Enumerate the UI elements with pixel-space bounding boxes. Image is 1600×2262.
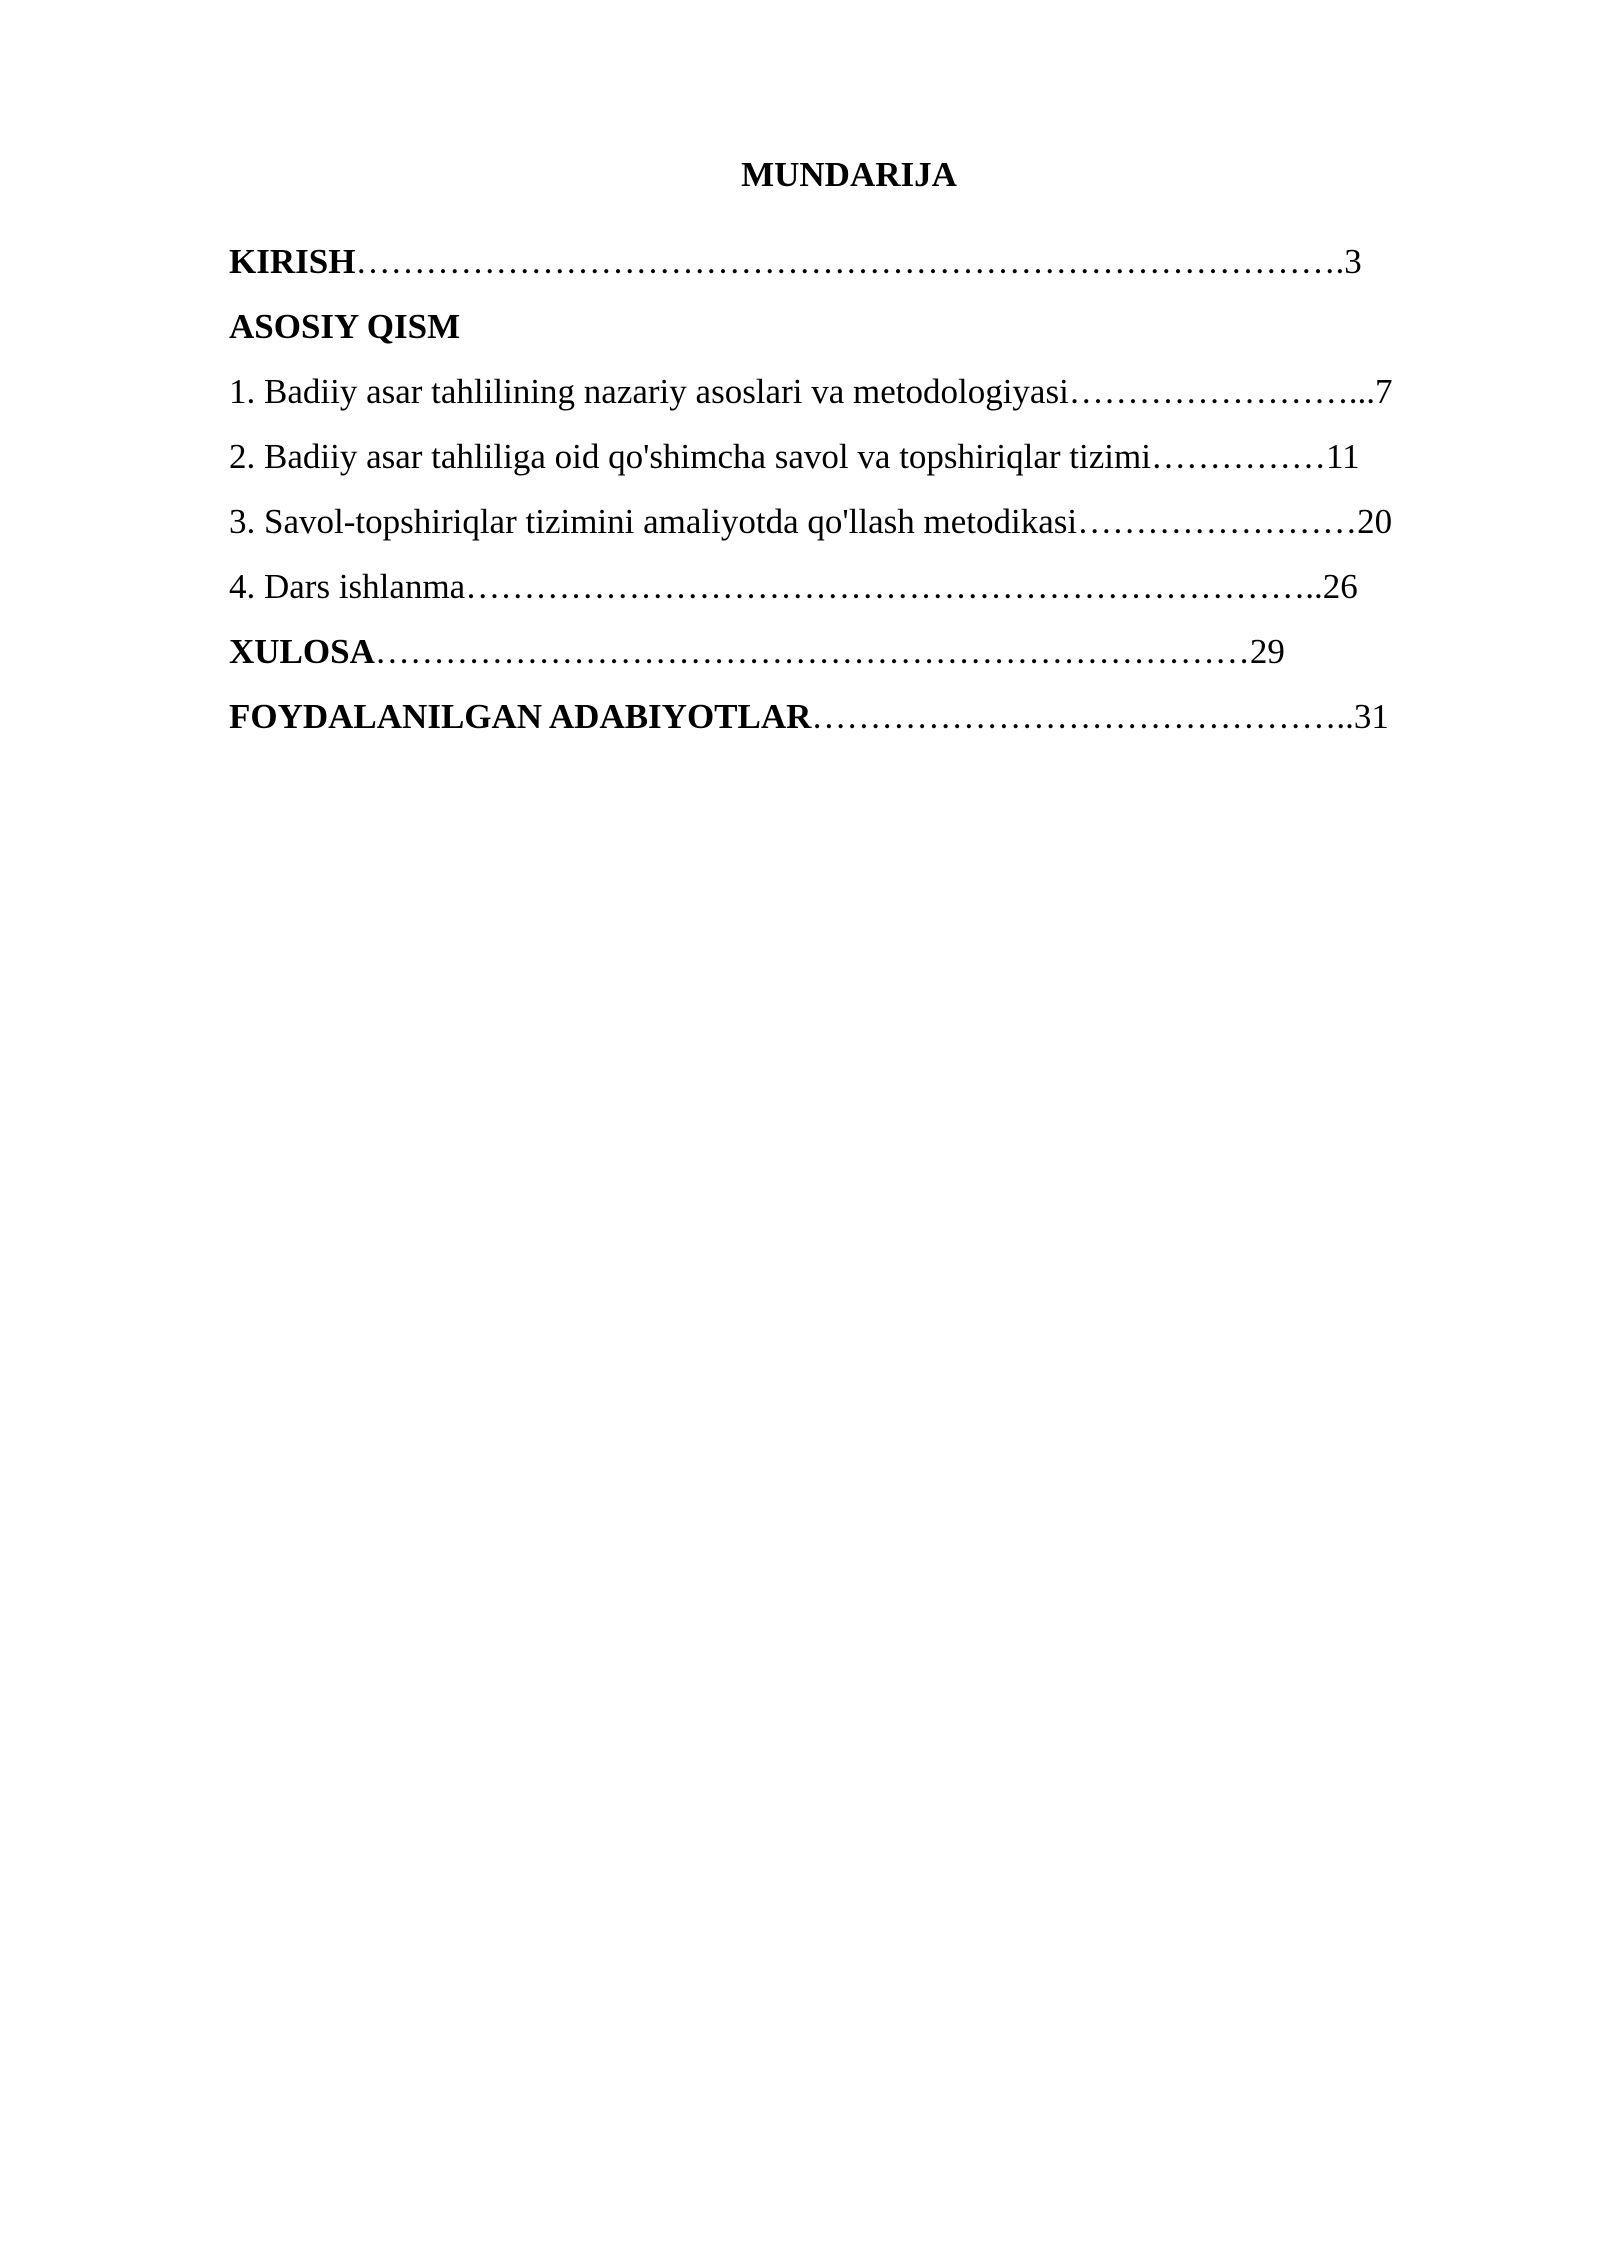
toc-entry-kirish	[229, 238, 1487, 303]
toc-leader-dots: ……………………	[1077, 502, 1358, 541]
toc-entry-section-4	[229, 563, 1487, 628]
toc-leader-dots: ………………………………………..	[811, 697, 1354, 736]
toc-page-number: 26	[1322, 567, 1358, 606]
toc-entry-asosiy-qism	[229, 303, 1487, 368]
toc-page-number: 29	[1249, 632, 1285, 671]
toc-entry-label: 1. Badiiy asar tahlilining nazariy asoslari va metodologiyasi	[229, 372, 1069, 411]
toc-entry-label: XULOSA	[229, 632, 375, 671]
toc-entry-xulosa	[229, 628, 1487, 693]
toc-entry-label: KIRISH	[229, 242, 356, 281]
toc-page-number: 31	[1353, 697, 1389, 736]
toc-entry-label: 2. Badiiy asar tahliliga oid qo'shimcha savol va topshiriqlar tizimi	[229, 437, 1151, 476]
toc-leader-dots: ………………………………………………………………………….	[355, 242, 1345, 281]
toc-page-number: 11	[1325, 437, 1360, 476]
page-title: MUNDARIJA	[741, 155, 957, 194]
toc-entry-adabiyotlar	[229, 693, 1487, 758]
toc-page-number: 20	[1357, 502, 1393, 541]
toc-page-number: 3	[1344, 242, 1362, 281]
toc-leader-dots: ……………	[1150, 437, 1326, 476]
toc-page-number: 7	[1375, 372, 1393, 411]
toc-entry-label: ASOSIY QISM	[229, 307, 461, 346]
toc-entry-section-2	[229, 433, 1487, 498]
toc-entry-section-3	[229, 498, 1487, 563]
toc-entry-section-1	[229, 368, 1487, 433]
toc-leader-dots: ………………………………………………………………..	[465, 567, 1323, 606]
toc-leader-dots: …………………………………………………………………	[374, 632, 1250, 671]
toc-entry-label: FOYDALANILGAN ADABIYOTLAR	[229, 697, 812, 736]
toc-entry-label: 3. Savol-topshiriqlar tizimini amaliyotda qo'llash metodikasi	[229, 502, 1078, 541]
toc-entry-label: 4. Dars ishlanma	[229, 567, 466, 606]
toc-leader-dots: ……………………...	[1068, 372, 1376, 411]
table-of-contents	[229, 238, 1487, 758]
